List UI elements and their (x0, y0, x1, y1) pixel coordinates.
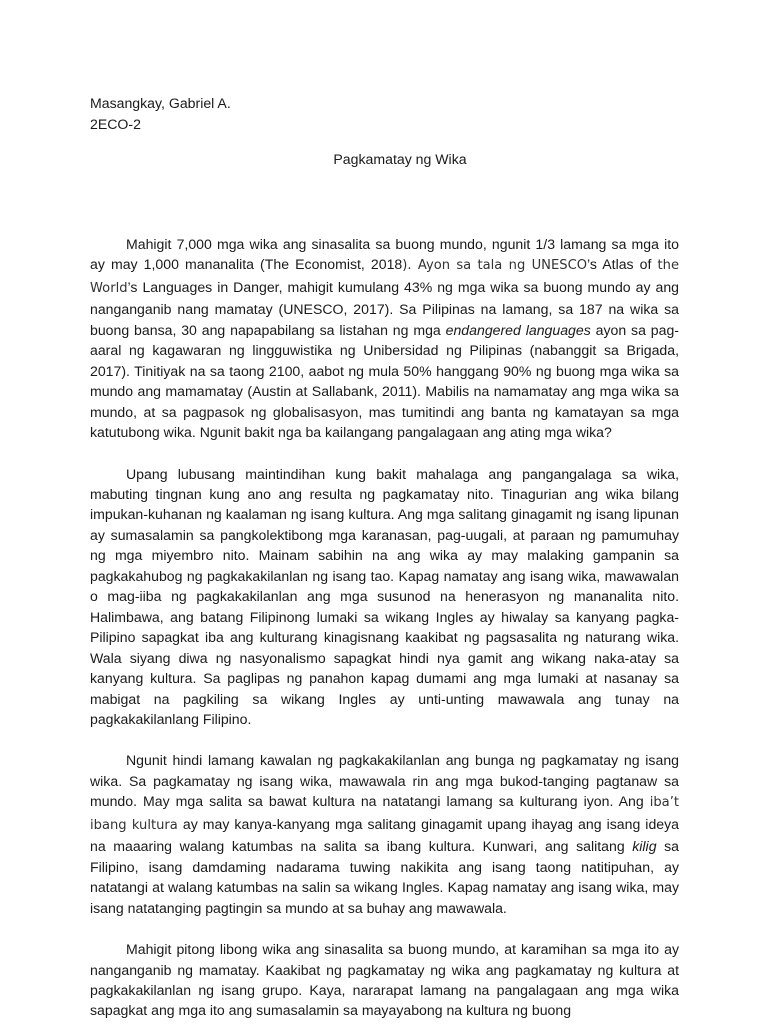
paragraph-3 (90, 750, 679, 918)
paragraph-1-text-b: ). Ayon sa tala ng UNESCO (402, 258, 588, 274)
paragraph-3-text-a: Ngunit hindi lamang kawalan ng pagkakakilanlan ang bunga ng pagkamatay ng isang wika. Sa pagkamatay ng isang wika, mawawala rin ang mga bukod-tanging pagtanaw sa mundo. May mga salita sa bawat kultura na natatangi lamang sa kulturang iyon. Ang (90, 752, 679, 810)
paragraph-4-text: Mahigit pitong libong wika ang sinasalita sa buong mundo, at karamihan sa mga ito ay nanganganib ng mamatay. Kaakibat ng pagkamatay ng wika ang pagkamatay ng kultura at pagkakakilanlan ng isang grupo. Kaya, nararapat lamang na pangalagaan ang mga wika sapagkat ang mga ito ang sumasalamin sa mayayabong na kultura ng buong (90, 941, 679, 1019)
paragraph-2-text: Upang lubusang maintindihan kung bakit mahalaga ang pangangalaga sa wika, mabuting tingnan kung ano ang resulta ng pagkamatay nito. Tinagurian ang wika bilang impukan-kuhanan ng kaalaman ng isang kultura. Ang mga salitang ginagamit ng isang lipunan ay sumasalamin sa pangkolektibong mga karanasan, pag-uugali, at paraan ng pamumuhay ng mga miyembro nito. Mainam sabihin na ang wika ay may malaking gampanin sa pagkakahubog ng pagkakakilanlan ng isang tao. Kapag namatay ang isang wika, mawawalan o mag-iiba ng pagkakakilanlan ang mga susunod na henerasyon ng mananalita nito. Halimbawa, ang batang Filipinong lumaki sa wikang Ingles ay hiwalay sa kanyang pagka-Pilipino sapagkat iba ang kulturang kinagisnang kaakibat ng pagsasalita ng naturang wika. Wala siyang diwa ng nasyonalismo sapagkat hindi nya gamit ang wikang naka-atay sa kanyang kultura. Sa paglipas ng panahon kapag dumami ang mga lumaki at nasanay sa mabigat na pagkiling sa wikang Ingles ay unti-unting mawawala ang tunay na pagkakakilanlang Filipino. (90, 465, 679, 727)
paragraph-1-text-h: ayon sa pag-aaral ng kagawaran ng lingguwistika ng Unibersidad ng Pilipinas (nabanggit sa Brigada, 2017). Tinitiyak na sa taong 2100, aabot ng mula 50% hanggang 90% ng buong mga wika sa mundo ang mamamatay (Austin at Sallabank, 2011). Mabilis na namamatay ang mga wika sa mundo, at sa pagpasok ng globalisasyon, mas tumitindi ang banta ng kamatayan sa mga katutubong wika. Ngunit bakit nga ba kailangang pangalagaan ang ating mga wika? (90, 321, 679, 441)
paragraph-4 (90, 939, 679, 1021)
paragraph-1-text-d: Atlas of (602, 256, 658, 273)
paragraph-1-text-a: Mahigit 7,000 mga wika ang sinasalita sa buong mundo, ngunit 1/3 lamang sa mga ito ay may 1,000 mananalita (The Economist, 2018 (90, 236, 679, 273)
author-name: Masangkay, Gabriel A. (90, 95, 231, 111)
paragraph-1-italic-term: endangered languages (445, 321, 591, 338)
author-block (90, 93, 231, 135)
paragraph-3-italic-term: kilig (632, 838, 657, 855)
paragraph-1-text-c: ’s (587, 256, 603, 273)
paragraph-3-text-d: sa Filipino, isang damdaming nadarama tuwing nakikita ang isang taong natitipuhan, ay natatangi at walang katumbas na salin sa wikang Ingles. Kapag namatay ang isang wika, may isang natatanging pagtingin sa mundo at sa buhay ang mawawala. (90, 838, 679, 916)
paragraph-2 (90, 464, 679, 730)
paragraph-1-text-f: ’ (127, 278, 131, 295)
document-body (90, 234, 679, 1021)
author-section: 2ECO-2 (90, 116, 141, 132)
paragraph-1 (90, 234, 679, 443)
document-title: Pagkamatay ng Wika (333, 151, 467, 167)
paragraph-1-text-e: the World (90, 258, 680, 296)
paragraph-3-text-b: iba’t ibang kultura (90, 795, 679, 833)
paragraph-1-text-g: s Languages in Danger, mahigit kumulang 43% ng mga wika sa buong mundo ay ang nanganganib nang mamatay (UNESCO, 2017). Sa Pilipinas na lamang, sa 187 na wika sa buong bansa, 30 ang napapabilang sa listahan ng mga (90, 278, 679, 338)
paragraph-3-text-c: ay may kanya-kanyang mga salitang ginagamit upang ihayag ang isang ideya na maaaring walang katumbas na salita sa ibang kultura. Kunwari, ang salitang (90, 815, 680, 855)
